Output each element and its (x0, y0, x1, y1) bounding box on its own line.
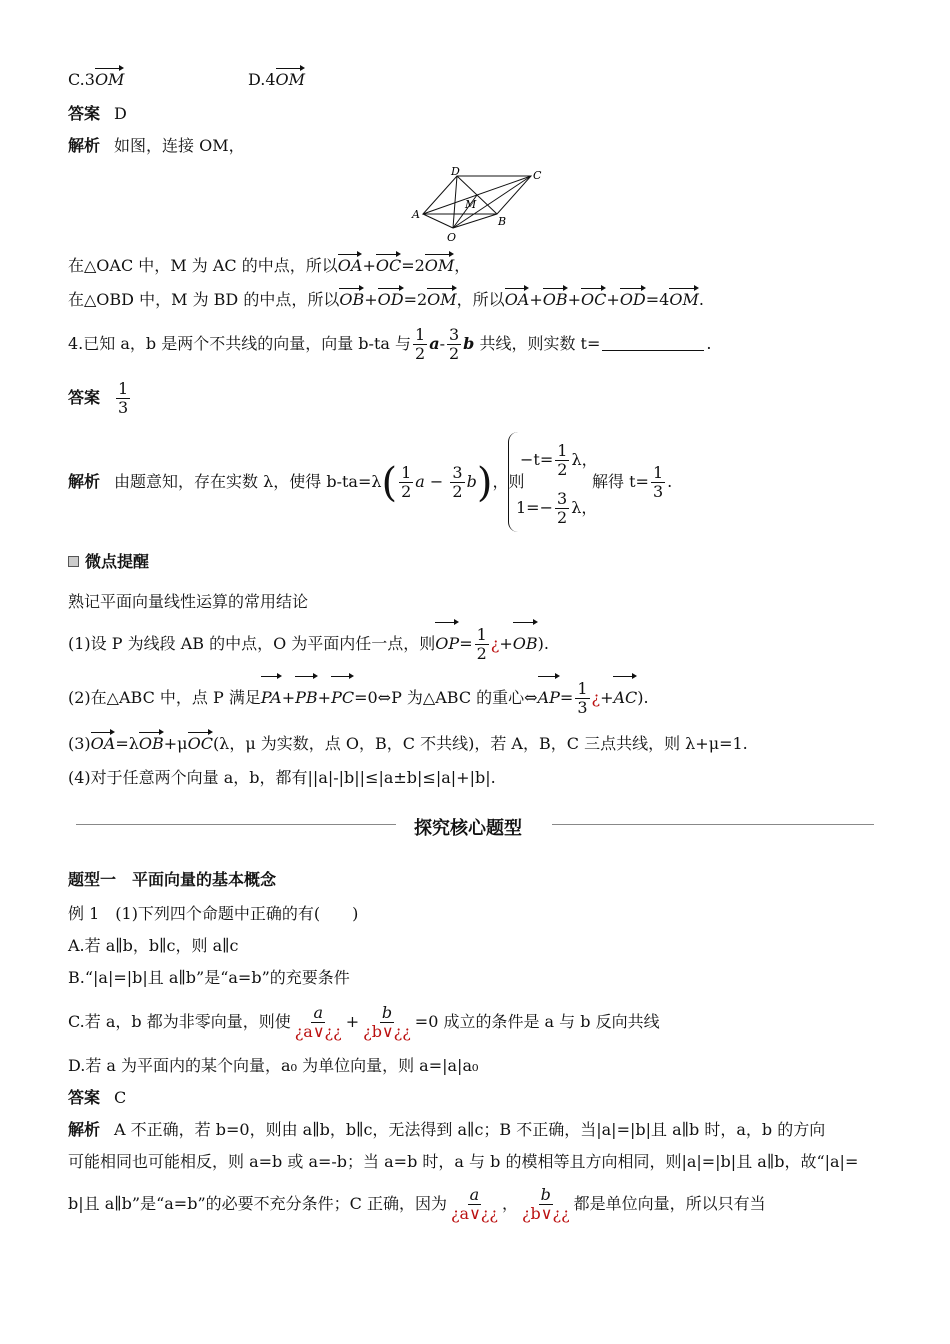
explanation-1: 解析 如图，连接 OM， (68, 136, 245, 155)
question-4: 4.已知 a，b 是两个不共线的向量，向量 b-ta 与 $\frac{1}{2}$ a- $\frac{3}{2}$ b 共线，则实数 t= . (68, 325, 712, 363)
svg-text:B: B (498, 215, 507, 228)
svg-text:D: D (451, 165, 460, 178)
example-1-b: B.“|a|=|b|且 a∥b”是“a=b”的充要条件 (68, 968, 350, 987)
tip-intro: 熟记平面向量线性运算的常用结论 (68, 592, 309, 611)
parallelogram-figure (405, 162, 545, 244)
option-d: D.4OM (248, 70, 306, 89)
answer-2: 答案 $\frac{1}{3}$ (68, 379, 129, 417)
svg-text:M: M (465, 198, 477, 211)
answer-blank[interactable] (602, 350, 704, 351)
section-rule-left (76, 824, 396, 825)
example-1-c: C.若 a，b 都为非零向量，则使 $\frac{a}{¿a\vee¿¿}$ + $\frac{b}{¿b\vee¿¿}$ =0 成立的条件是 a 与 b 反向共线 (68, 1003, 660, 1041)
explanation-3-line-3: b|且 a∥b”是“a=b”的必要不充分条件；C 正确，因为 $\frac{a}{¿a\vee¿¿}$ ， $\frac{b}{¿b\vee¿¿}$ 都是单位向量，所以只有当 (68, 1185, 766, 1223)
section-title: 探究核心题型 (414, 818, 522, 839)
vector-om: OM (94, 70, 125, 89)
tip-1: (1)设 P 为线段 AB 的中点，O 为平面内任一点，则OP= $\frac{1}{2}$ ¿+OB). (68, 625, 549, 663)
tip-title: 微点提醒 (68, 552, 149, 572)
system-line-2: 1=− $\frac{3}{2}$ λ， (516, 489, 598, 527)
example-1-a: A.若 a∥b，b∥c，则 a∥c (68, 936, 239, 955)
oac-statement: 在△OAC 中，M 为 AC 的中点，所以OA+OC=2OM， (68, 256, 471, 275)
solution-t: 解得 t= $\frac{1}{3}$ . (592, 463, 673, 501)
section-rule-right (552, 824, 874, 825)
explanation-3-line-2: 可能相同也可能相反，则 a=b 或 a=-b；当 a=b 时，a 与 b 的模相等且方向相同，则|a|=|b|且 a∥b，故“|a|= (68, 1152, 859, 1171)
option-c: C.3OM (68, 70, 125, 89)
answer-fraction: $\frac{1}{3}$ (118, 379, 129, 417)
answer-3: 答案 C (68, 1088, 127, 1107)
example-1-d: D.若 a 为平面内的某个向量，a₀ 为单位向量，则 a=|a|a₀ (68, 1056, 479, 1075)
vector-om: OM (275, 70, 306, 89)
system-line-1: −t= $\frac{1}{2}$ λ， (520, 441, 598, 479)
explanation-2: 解析 由题意知，存在实数 λ，使得 b-ta=λ( $\frac{1}{2}$ a − $\frac{3}{2}$ b)，则 (68, 459, 525, 506)
tip-4: (4)对于任意两个向量 a，b，都有||a|-|b||≤|a±b|≤|a|+|b|. (68, 768, 496, 787)
svg-text:A: A (412, 208, 420, 221)
tip-2: (2)在△ABC 中，点 P 满足PA+PB+PC=0⇔P 为△ABC 的重心⇔AP= $\frac{1}{3}$ ¿+AC). (68, 679, 649, 717)
type-heading: 题型一 平面向量的基本概念 (68, 870, 277, 889)
answer-1: 答案 D (68, 104, 127, 123)
tip-icon (68, 556, 79, 567)
obd-statement: 在△OBD 中，M 为 BD 的中点，所以OB+OD=2OM，所以OA+OB+OC+OD=4OM. (68, 290, 704, 309)
svg-text:C: C (533, 169, 542, 182)
example-1: 例 1 (1)下列四个命题中正确的有( ) (68, 904, 359, 923)
explanation-3-line-1: 解析 A 不正确，若 b=0，则由 a∥b，b∥c，无法得到 a∥c；B 不正确，当|a|=|b|且 a∥b 时，a，b 的方向 (68, 1120, 826, 1139)
svg-text:O: O (447, 231, 457, 244)
tip-3: (3)OA=λOB+μOC(λ，μ 为实数，点 O，B，C 不共线)，若 A，B，C 三点共线，则 λ+μ=1. (68, 734, 748, 753)
